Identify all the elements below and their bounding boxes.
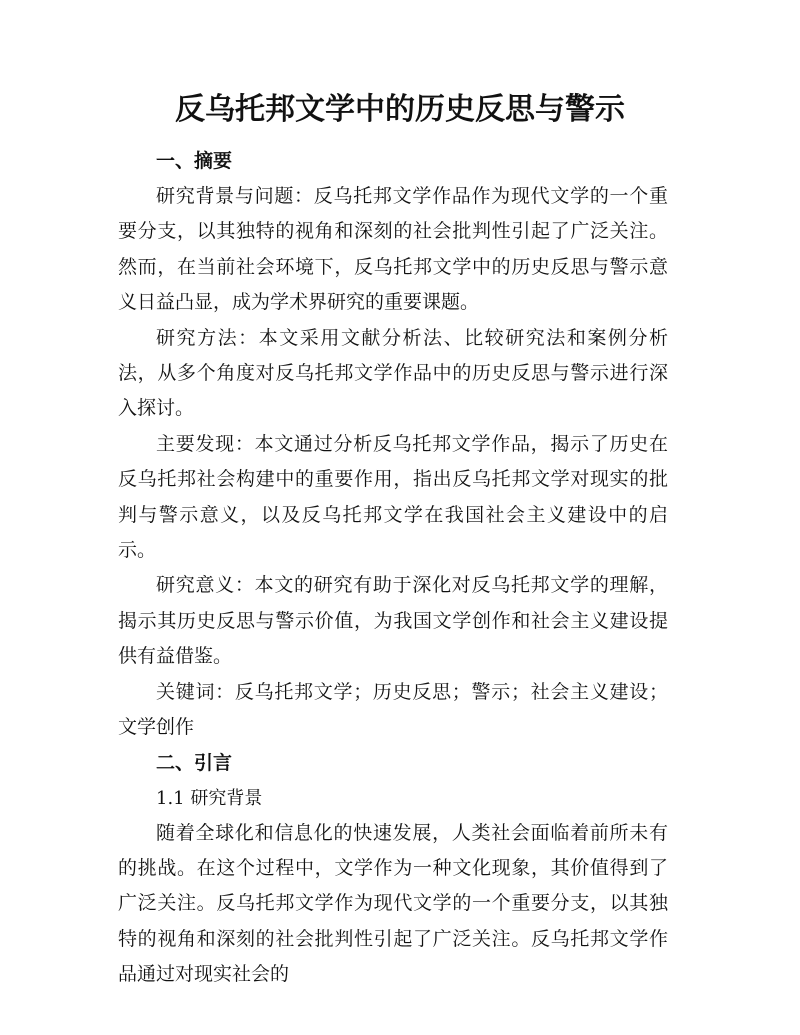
section-heading-introduction: 二、引言 [156, 751, 233, 774]
abstract-background-paragraph: 研究背景与问题：反乌托邦文学作品作为现代文学的一个重要分支，以其独特的视角和深刻的社会批判性引起了广泛关注。然而，在当前社会环境下，反乌托邦文学中的历史反思与警示意义日益凸显，成为学术界研究的重要课题。 [118, 185, 668, 314]
section-heading-abstract: 一、摘要 [156, 150, 233, 172]
introduction-paragraph: 随着全球化和信息化的快速发展，人类社会面临着前所未有的挑战。在这个过程中，文学作为一种文化现象，其价值得到了广泛关注。反乌托邦文学作为现代文学的一个重要分支，以其独特的视角和深刻的社会批判性引起了广泛关注。反乌托邦文学作品通过对现实社会的 [118, 821, 668, 986]
abstract-findings-paragraph: 主要发现：本文通过分析反乌托邦文学作品，揭示了历史在反乌托邦社会构建中的重要作用，指出反乌托邦文学对现实的批判与警示意义，以及反乌托邦文学在我国社会主义建设中的启示。 [118, 432, 668, 562]
subsection-heading-research-background: 1.1 研究背景 [156, 787, 263, 809]
document-title: 反乌托邦文学中的历史反思与警示 [175, 92, 625, 127]
abstract-significance-paragraph: 研究意义：本文的研究有助于深化对反乌托邦文学的理解，揭示其历史反思与警示价值，为我国文学创作和社会主义建设提供有益借鉴。 [118, 574, 668, 668]
abstract-keywords-paragraph: 关键词：反乌托邦文学；历史反思；警示；社会主义建设；文学创作 [118, 680, 668, 739]
document-body [118, 144, 668, 993]
abstract-method-paragraph: 研究方法：本文采用文献分析法、比较研究法和案例分析法，从多个角度对反乌托邦文学作品中的历史反思与警示进行深入探讨。 [118, 326, 668, 420]
